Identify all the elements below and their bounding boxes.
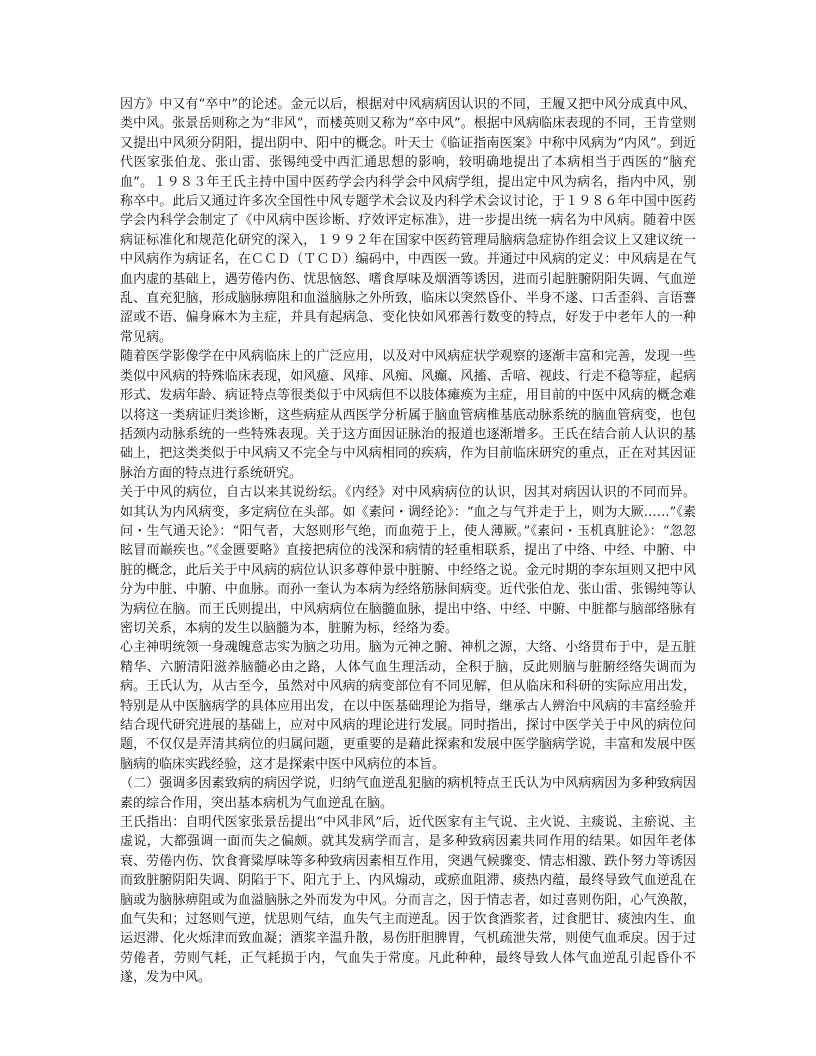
section-heading-etiology: （二）强调多因素致病的病因学说，归纳气血逆乱犯脑的病机特点王氏认为中风病病因为多种致病因素的综合作用，突出基本病机为气血逆乱在脑。 [120,776,696,811]
paragraph-medical-imaging: 随着医学影像学在中风病临床上的广泛应用，以及对中风病症状学观察的逐渐丰富和完善，发现一些类似中风病的特殊临床表现，如风癔、风痱、风痴、风癫、风搐、舌喑、视歧、行走不稳等症，起病形式、发病年龄、病证特点等很类似于中风病但不以肢体瘫痪为主症，用目前的中医中风病的概念难以将这一类病证归类诊断，这些病症从西医学分析属于脑血管病椎基底动脉系统的脑血管病变，也包括颈内动脉系统的一些特殊表现。关于这方面因证脉治的报道也逐渐增多。王氏在结合前人认识的基础上，把这类类似于中风病又不完全与中风病相同的疾病，作为目前临床研究的重点，正在对其因证脉治方面的特点进行系统研究。 [120,349,696,481]
paragraph-disease-location: 关于中风的病位，自古以来其说纷纭。《内经》对中风病病位的认识，因其对病因认识的不同而异。如其认为内风病变，多定病位在头部。如《素问・调经论》：“血之与气并走于上，则为大厥……”《素问・生气通天论》：“阳气者，大怒则形气绝，而血菀于上，使人薄厥。”《素问・玉机真脏论》：“忽忽眩冒而巅疾也。”《金匮要略》直接把病位的浅深和病情的轻重相联系，提出了中络、中经、中腑、中脏的概念，此后关于中风病的病位认识多尊仲景中脏腑、中经络之说。金元时期的李东垣则又把中风分为中脏、中腑、中血脉。而孙一奎认为本病为经络筋脉间病变。近代张伯龙、张山雷、张锡纯等认为病位在脑。而王氏则提出，中风病病位在脑髓血脉，提出中络、中经、中腑、中脏都与脑部络脉有密切关系，本病的发生以脑髓为本，脏腑为标，经络为委。 [120,485,696,636]
paragraph-brain-spirit: 心主神明统领一身魂魄意志实为脑之功用。脑为元神之腑、神机之源，大络、小络贯布于中，是五脏精华、六腑清阳滋养脑髓必由之路，人体气血生理活动，全积于脑，反此则脑与脏腑经络失调而为病。王氏认为，从古至今，虽然对中风病的病变部位有不同见解，但从临床和科研的实际应用出发，特别是从中医脑病学的具体应用出发，在以中医基础理论为指导，继承古人辨治中风病的丰富经验并结合现代研究进展的基础上，应对中风病的理论进行发展。同时指出，探讨中医学关于中风的病位问题，不仅仅是弄清其病位的归属问题，更重要的是藉此探索和发展中医学脑病学说，丰富和发展中医脑病的临床实践经验，这才是探索中医中风病位的本旨。 [120,640,696,772]
paragraph-multifactor-etiology: 王氏指出：自明代医家张景岳提出“中风非风”后，近代医家有主气说、主火说、主痰说、主瘀说、主虚说，大都强调一面而失之偏颇。就其发病学而言，是多种致病因素共同作用的结果。如因年老体衰、劳倦内伤、饮食膏粱厚味等多种致病因素相互作用，突遇气候骤变、情志相激、跌仆努力等诱因而致脏腑阴阳失调、阴陷于下、阳亢于上、内风煽动，或瘀血阻滞、痰热内蕴，最终导致气血逆乱在脑或为脑脉痹阻或为血溢脑脉之外而发为中风。分而言之，因于情志者，如过喜则伤阳，心气涣散，血气失和；过怒则气逆，忧思则气结，血失气主而逆乱。因于饮食酒浆者，过食肥甘、痰浊内生、血运迟滞、化火烁津而致血凝；酒浆辛温升散，易伤肝胆脾胃，气机疏泄失常，则使气血乖戾。因于过劳倦者，劳则气耗，正气耗损于内，气血失于常度。凡此种种，最终导致人体气血逆乱引起昏仆不遂，发为中风。 [120,815,696,986]
document-page [120,95,696,988]
paragraph-history-of-stroke-terminology: 因方》中又有“卒中”的论述。金元以后，根据对中风病病因认识的不同，王履又把中风分成真中风、类中风。张景岳则称之为“非风”，而楼英则又称为“卒中风”。根据中风病临床表现的不同，王肯堂则又提出中风须分阴阳，提出阴中、阳中的概念。叶天士《临证指南医案》中称中风病为“内风”。到近代医家张伯龙、张山雷、张锡纯受中西汇通思想的影响，较明确地提出了本病相当于西医的“脑充血”。１９８３年王氏主持中国中医药学会内科学会中风病学组，提出定中风为病名，指内中风，别称卒中。此后又通过许多次全国性中风专题学术会议及内科学术会议讨论，于１９８６年中国中医药学会内科学会制定了《中风病中医诊断、疗效评定标准》，进一步提出统一病名为中风病。随着中医病证标准化和规范化研究的深入，１９９２年在国家中医药管理局脑病急症协作组会议上又建议统一中风病作为病证名，在ＣＣＤ（ＴＣＤ）编码中，中西医一致。并通过中风病的定义：中风病是在气血内虚的基础上，遇劳倦内伤、忧思恼怒、嗜食厚味及烟酒等诱因，进而引起脏腑阴阳失调、气血逆乱、直充犯脑，形成脑脉痹阻和血溢脑脉之外所致，临床以突然昏仆、半身不遂、口舌歪斜、言语謇涩或不语、偏身麻木为主症，并具有起病急、变化快如风邪善行数变的特点，好发于中老年人的一种常见病。 [120,97,696,345]
